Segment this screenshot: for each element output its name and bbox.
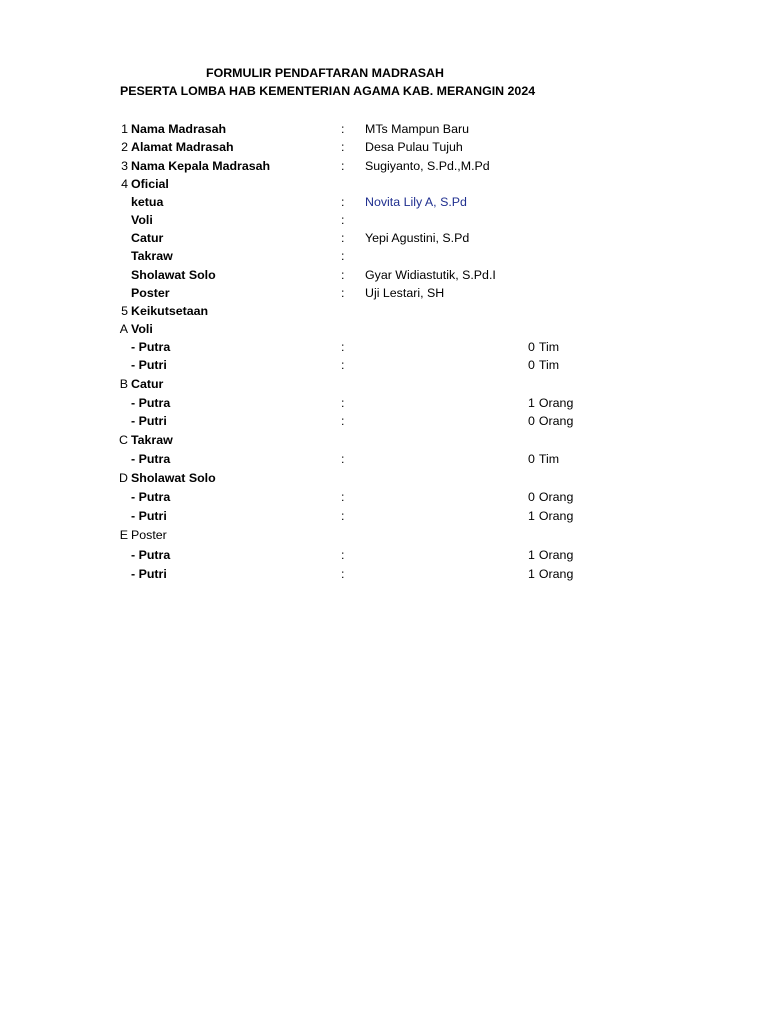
official-label: Takraw: [131, 249, 173, 263]
official-row-sholawat: [0, 266, 768, 284]
field-label: Nama Kepala Madrasah: [131, 159, 271, 173]
row-number: 5: [121, 304, 128, 318]
event-takraw-putra-row: [0, 450, 768, 468]
event-label: Catur: [131, 377, 164, 391]
count-value: 0: [528, 452, 535, 466]
row-number: 2: [121, 140, 128, 154]
count-unit: Tim: [538, 340, 560, 354]
colon: :: [341, 195, 345, 209]
event-letter: E: [119, 528, 128, 542]
count-unit: Orang: [538, 414, 574, 428]
gender-label: - Putri: [131, 358, 167, 372]
official-label: Poster: [131, 286, 170, 300]
count-unit: Orang: [538, 567, 574, 581]
section-row-oficial: [0, 175, 768, 193]
event-sholawat-putri-row: [0, 507, 768, 525]
colon: :: [341, 340, 345, 354]
event-letter: A: [119, 322, 128, 336]
form-title-line-2: PESERTA LOMBA HAB KEMENTERIAN AGAMA KAB. MERANGIN 2024: [120, 84, 536, 98]
colon: :: [341, 396, 345, 410]
gender-label: - Putra: [131, 340, 171, 354]
count-value: 0: [528, 358, 535, 372]
row-number: 1: [121, 122, 128, 136]
colon: :: [341, 268, 345, 282]
section-row-keikutsertaan: [0, 302, 768, 320]
count-value: 1: [528, 509, 535, 523]
count-unit: Orang: [538, 548, 574, 562]
count-value: 0: [528, 414, 535, 428]
official-value: Novita Lily A, S.Pd: [365, 195, 467, 209]
event-poster-putri-row: [0, 565, 768, 583]
official-label: ketua: [131, 195, 164, 209]
count-unit: Tim: [538, 358, 560, 372]
colon: :: [341, 231, 345, 245]
count-value: 0: [528, 340, 535, 354]
colon: :: [341, 249, 345, 263]
colon: :: [341, 414, 345, 428]
count-value: 0: [528, 490, 535, 504]
participant-count: [528, 488, 573, 506]
official-label: Sholawat Solo: [131, 268, 216, 282]
section-label: Oficial: [131, 177, 169, 191]
official-row-takraw: [0, 247, 768, 265]
participant-count: [528, 507, 573, 525]
row-number: 4: [121, 177, 128, 191]
official-row-ketua: [0, 193, 768, 211]
colon: :: [341, 490, 345, 504]
event-row-takraw: [0, 431, 768, 449]
colon: :: [341, 509, 345, 523]
participant-count: [528, 546, 573, 564]
gender-label: - Putri: [131, 414, 167, 428]
count-unit: Orang: [538, 396, 574, 410]
event-letter: B: [119, 377, 128, 391]
colon: :: [341, 159, 345, 173]
field-row-nama-madrasah: [0, 120, 768, 138]
gender-label: - Putra: [131, 452, 171, 466]
field-row-alamat-madrasah: [0, 138, 768, 156]
participant-count: [528, 338, 559, 356]
event-row-voli: [0, 320, 768, 338]
field-label: Nama Madrasah: [131, 122, 227, 136]
gender-label: - Putra: [131, 396, 171, 410]
gender-label: - Putri: [131, 567, 167, 581]
participant-count: [528, 450, 559, 468]
count-value: 1: [528, 567, 535, 581]
event-letter: D: [119, 471, 128, 485]
colon: :: [341, 213, 345, 227]
colon: :: [341, 122, 345, 136]
gender-label: - Putra: [131, 490, 171, 504]
gender-label: - Putri: [131, 509, 167, 523]
event-row-catur: [0, 375, 768, 393]
official-row-catur: [0, 229, 768, 247]
event-label: Takraw: [131, 433, 173, 447]
event-poster-putra-row: [0, 546, 768, 564]
event-label: Poster: [131, 528, 167, 542]
official-row-voli: [0, 211, 768, 229]
gender-label: - Putra: [131, 548, 171, 562]
colon: :: [341, 140, 345, 154]
official-value: Yepi Agustini, S.Pd: [365, 231, 470, 245]
field-row-kepala-madrasah: [0, 157, 768, 175]
field-value: MTs Mampun Baru: [365, 122, 469, 136]
field-value: Sugiyanto, S.Pd.,M.Pd: [365, 159, 490, 173]
colon: :: [341, 286, 345, 300]
official-label: Voli: [131, 213, 153, 227]
colon: :: [341, 548, 345, 562]
participant-count: [528, 565, 573, 583]
official-value: Gyar Widiastutik, S.Pd.I: [365, 268, 496, 282]
event-row-poster: [0, 526, 768, 544]
event-label: Sholawat Solo: [131, 471, 216, 485]
participant-count: [528, 394, 573, 412]
event-letter: C: [119, 433, 128, 447]
participant-count: [528, 356, 559, 374]
participant-count: [528, 412, 573, 430]
event-voli-putri-row: [0, 356, 768, 374]
colon: :: [341, 452, 345, 466]
field-value: Desa Pulau Tujuh: [365, 140, 463, 154]
count-value: 1: [528, 548, 535, 562]
count-unit: Tim: [538, 452, 560, 466]
count-value: 1: [528, 396, 535, 410]
count-unit: Orang: [538, 509, 574, 523]
event-voli-putra-row: [0, 338, 768, 356]
section-label: Keikutsetaan: [131, 304, 209, 318]
count-unit: Orang: [538, 490, 574, 504]
colon: :: [341, 567, 345, 581]
field-label: Alamat Madrasah: [131, 140, 234, 154]
form-title-line-1: FORMULIR PENDAFTARAN MADRASAH: [206, 66, 444, 80]
event-row-sholawat: [0, 469, 768, 487]
event-sholawat-putra-row: [0, 488, 768, 506]
colon: :: [341, 358, 345, 372]
event-catur-putra-row: [0, 394, 768, 412]
official-row-poster: [0, 284, 768, 302]
official-label: Catur: [131, 231, 164, 245]
row-number: 3: [121, 159, 128, 173]
event-label: Voli: [131, 322, 153, 336]
event-catur-putri-row: [0, 412, 768, 430]
official-value: Uji Lestari, SH: [365, 286, 445, 300]
